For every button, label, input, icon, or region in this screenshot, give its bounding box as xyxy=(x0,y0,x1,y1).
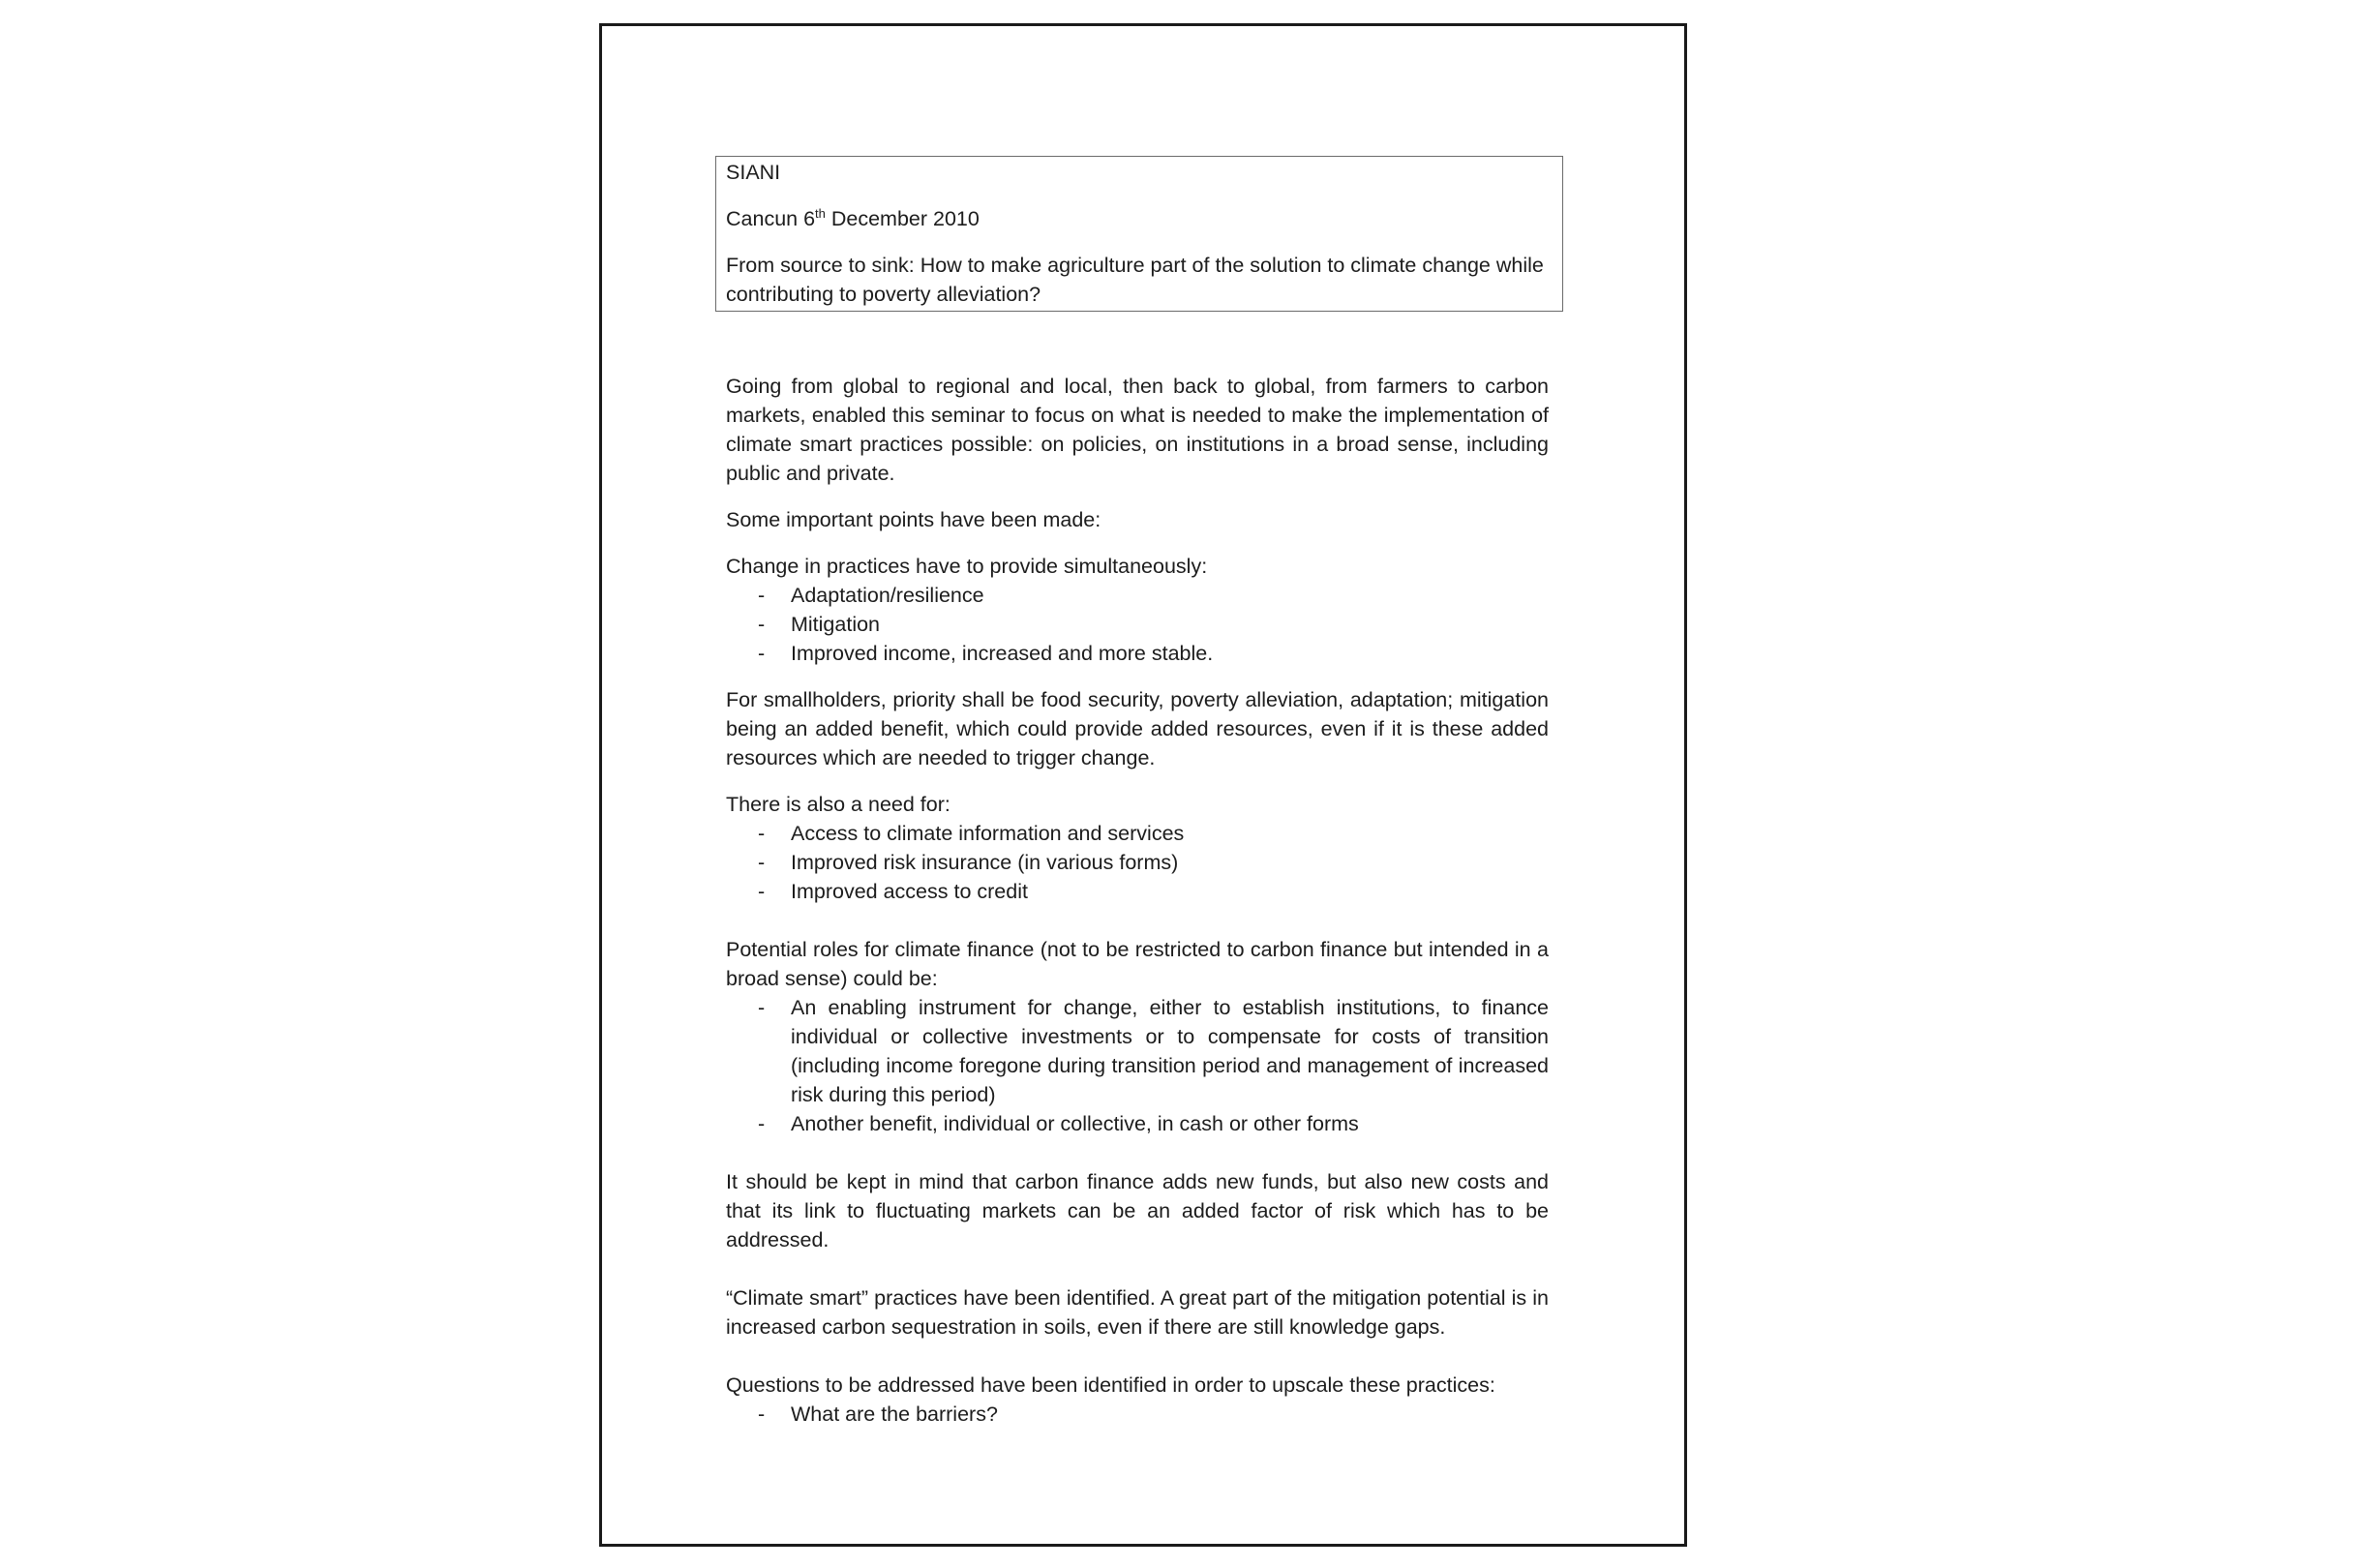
seminar-title: From source to sink: How to make agriculture part of the solution to climate change while contributing to poverty alleviation? xyxy=(726,254,1544,306)
points-lead: Some important points have been made: xyxy=(726,508,1101,531)
smallholders-paragraph: For smallholders, priority shall be food security, poverty alleviation, adaptation; mitigation being an added benefit, which could provide added resources, even if it is these added resources which are needed to trigger change. xyxy=(726,688,1549,769)
practices-list xyxy=(726,581,1549,668)
place-date-month-year: December 2010 xyxy=(825,207,980,230)
list-item-text: Access to climate information and services xyxy=(791,822,1185,845)
dash-bullet: - xyxy=(758,851,766,874)
document-body xyxy=(726,372,1549,1429)
list-item xyxy=(726,819,1549,848)
list-item-text: Another benefit, individual or collective, in cash or other forms xyxy=(791,1112,1359,1135)
list-item xyxy=(726,581,1549,610)
dash-bullet: - xyxy=(758,642,766,665)
questions-list xyxy=(726,1400,1549,1429)
list-item-text: An enabling instrument for change, either to establish institutions, to finance individual or collective investments or to compensate for costs of transition (including income foregone during transition period and management of increased risk during this period) xyxy=(791,996,1549,1106)
list-item xyxy=(726,639,1549,668)
questions-lead: Questions to be addressed have been identified in order to upscale these practices: xyxy=(726,1373,1495,1397)
dash-bullet: - xyxy=(758,613,766,636)
dash-bullet: - xyxy=(758,1402,766,1426)
practices-lead: Change in practices have to provide simultaneously: xyxy=(726,555,1208,578)
list-item xyxy=(726,993,1549,1109)
needs-list xyxy=(726,819,1549,906)
list-item-text: Improved income, increased and more stable. xyxy=(791,642,1214,665)
list-item-text: What are the barriers? xyxy=(791,1402,998,1426)
list-item xyxy=(726,877,1549,906)
carbon-finance-paragraph: It should be kept in mind that carbon finance adds new funds, but also new costs and that its link to fluctuating markets can be an added factor of risk which has to be addressed. xyxy=(726,1170,1549,1251)
list-item xyxy=(726,1109,1549,1138)
list-item-text: Mitigation xyxy=(791,613,881,636)
list-item xyxy=(726,848,1549,877)
needs-lead: There is also a need for: xyxy=(726,793,950,816)
dash-bullet: - xyxy=(758,822,766,845)
ordinal-suffix: th xyxy=(815,206,826,221)
list-item xyxy=(726,610,1549,639)
list-item-text: Improved access to credit xyxy=(791,880,1028,903)
dash-bullet: - xyxy=(758,1112,766,1135)
list-item-text: Adaptation/resilience xyxy=(791,584,984,607)
list-item xyxy=(726,1400,1549,1429)
finance-lead: Potential roles for climate finance (not to be restricted to carbon finance but intended in a broad sense) could be: xyxy=(726,938,1549,990)
document-page xyxy=(599,23,1687,1547)
dash-bullet: - xyxy=(758,880,766,903)
intro-paragraph: Going from global to regional and local, then back to global, from farmers to carbon markets, enabled this seminar to focus on what is needed to make the implementation of climate smart practices possible: on policies, on institutions in a broad sense, including public and private. xyxy=(726,375,1549,485)
place-date xyxy=(726,204,1553,233)
organization-name: SIANI xyxy=(726,161,781,184)
header-box xyxy=(715,156,1563,312)
climate-smart-paragraph: “Climate smart” practices have been identified. A great part of the mitigation potential is in increased carbon sequestration in soils, even if there are still knowledge gaps. xyxy=(726,1286,1549,1339)
page-content xyxy=(726,156,1549,1446)
dash-bullet: - xyxy=(758,996,766,1019)
dash-bullet: - xyxy=(758,584,766,607)
finance-roles-list xyxy=(726,993,1549,1138)
list-item-text: Improved risk insurance (in various forms) xyxy=(791,851,1179,874)
place-date-text: Cancun 6 xyxy=(726,207,816,230)
